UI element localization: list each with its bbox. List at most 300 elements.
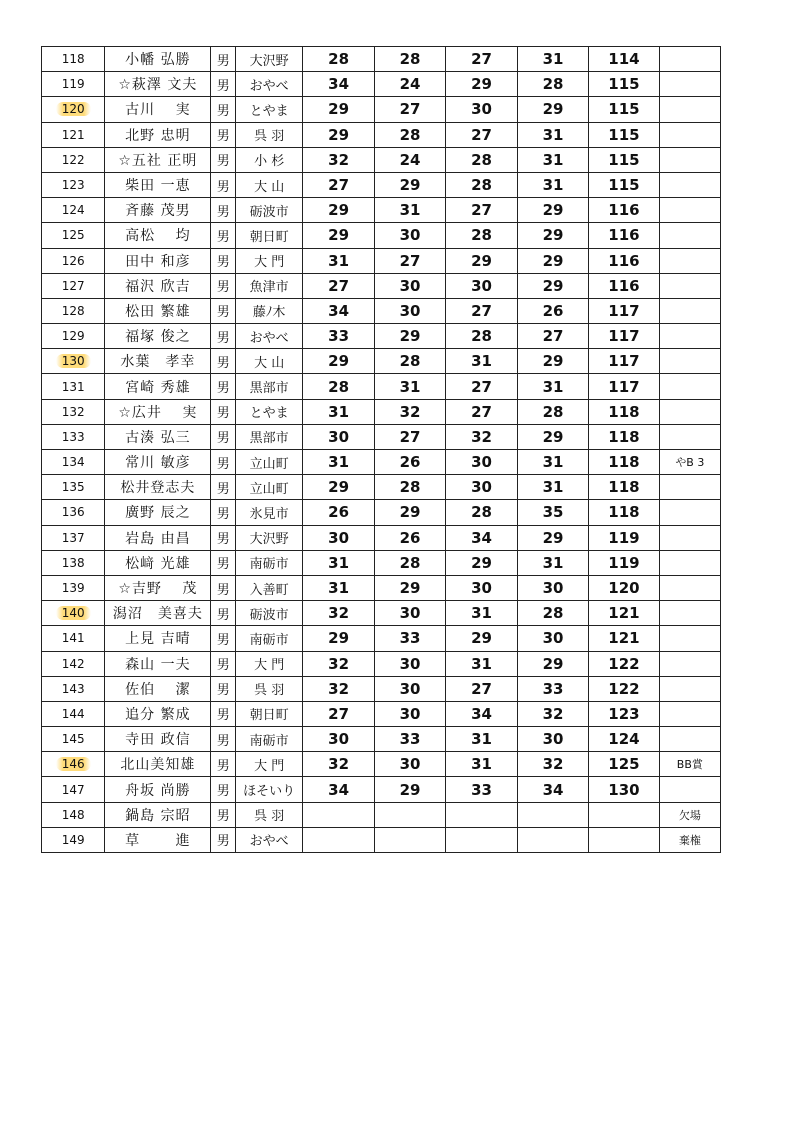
total-score: 121 — [589, 601, 659, 626]
club-cell: 大沢野 — [235, 47, 302, 72]
round-score: 28 — [446, 147, 517, 172]
round-score: 31 — [517, 374, 588, 399]
sex-cell: 男 — [211, 374, 236, 399]
round-score: 30 — [303, 727, 374, 752]
note-cell — [659, 122, 720, 147]
results-sheet — [41, 46, 721, 853]
round-score: 31 — [446, 349, 517, 374]
round-score: 33 — [303, 324, 374, 349]
round-score — [303, 827, 374, 852]
round-score: 30 — [374, 601, 445, 626]
table-row — [42, 676, 721, 701]
results-table — [41, 46, 721, 853]
note-cell: 欠場 — [659, 802, 720, 827]
round-score — [374, 827, 445, 852]
player-name: 水葉 孝幸 — [105, 349, 211, 374]
table-row — [42, 374, 721, 399]
club-cell: 呉 羽 — [235, 676, 302, 701]
table-row — [42, 802, 721, 827]
table-row — [42, 298, 721, 323]
round-score: 31 — [517, 147, 588, 172]
round-score: 24 — [374, 72, 445, 97]
club-cell: 呉 羽 — [235, 802, 302, 827]
club-cell: 朝日町 — [235, 223, 302, 248]
player-name: 古川 実 — [105, 97, 211, 122]
rank-cell: 149 — [42, 827, 105, 852]
round-score: 31 — [517, 450, 588, 475]
note-cell — [659, 172, 720, 197]
total-score: 122 — [589, 676, 659, 701]
club-cell: 呉 羽 — [235, 122, 302, 147]
total-score: 117 — [589, 298, 659, 323]
table-row — [42, 575, 721, 600]
total-score: 125 — [589, 752, 659, 777]
player-name: 岩島 由昌 — [105, 525, 211, 550]
note-cell — [659, 223, 720, 248]
club-cell: ほそいり — [235, 777, 302, 802]
player-name: ☆吉野 茂 — [105, 575, 211, 600]
round-score: 30 — [374, 676, 445, 701]
round-score: 29 — [374, 500, 445, 525]
club-cell: 南砺市 — [235, 626, 302, 651]
round-score: 28 — [446, 324, 517, 349]
total-score: 130 — [589, 777, 659, 802]
table-row — [42, 500, 721, 525]
round-score: 27 — [303, 701, 374, 726]
table-row — [42, 72, 721, 97]
round-score: 27 — [374, 424, 445, 449]
player-name: 北山美知雄 — [105, 752, 211, 777]
note-cell — [659, 399, 720, 424]
sex-cell: 男 — [211, 399, 236, 424]
round-score: 29 — [446, 72, 517, 97]
round-score: 29 — [303, 475, 374, 500]
note-cell: BB賞 — [659, 752, 720, 777]
round-score: 27 — [517, 324, 588, 349]
player-name: 田中 和彦 — [105, 248, 211, 273]
total-score: 123 — [589, 701, 659, 726]
note-cell — [659, 676, 720, 701]
player-name: 追分 繁成 — [105, 701, 211, 726]
sex-cell: 男 — [211, 802, 236, 827]
round-score: 26 — [303, 500, 374, 525]
table-row — [42, 752, 721, 777]
player-name: 寺田 政信 — [105, 727, 211, 752]
rank-highlight: 120 — [56, 102, 91, 116]
rank-cell — [42, 97, 105, 122]
sex-cell: 男 — [211, 424, 236, 449]
note-cell — [659, 550, 720, 575]
table-row — [42, 601, 721, 626]
note-cell — [659, 298, 720, 323]
club-cell: おやべ — [235, 827, 302, 852]
round-score: 30 — [374, 651, 445, 676]
rank-cell: 147 — [42, 777, 105, 802]
round-score: 29 — [303, 223, 374, 248]
table-row — [42, 47, 721, 72]
player-name: 舟坂 尚勝 — [105, 777, 211, 802]
sex-cell: 男 — [211, 47, 236, 72]
round-score: 31 — [517, 122, 588, 147]
table-row — [42, 525, 721, 550]
player-name: 古湊 弘三 — [105, 424, 211, 449]
round-score — [303, 802, 374, 827]
rank-cell: 127 — [42, 273, 105, 298]
round-score: 27 — [303, 273, 374, 298]
player-name: 福塚 俊之 — [105, 324, 211, 349]
total-score: 118 — [589, 450, 659, 475]
round-score: 34 — [303, 298, 374, 323]
round-score: 30 — [374, 273, 445, 298]
player-name: 松井登志夫 — [105, 475, 211, 500]
rank-cell: 143 — [42, 676, 105, 701]
round-score: 35 — [517, 500, 588, 525]
rank-cell: 144 — [42, 701, 105, 726]
club-cell: 大 山 — [235, 172, 302, 197]
round-score: 34 — [303, 777, 374, 802]
sex-cell: 男 — [211, 450, 236, 475]
club-cell: 砺波市 — [235, 601, 302, 626]
round-score: 29 — [517, 349, 588, 374]
round-score: 28 — [446, 500, 517, 525]
sex-cell: 男 — [211, 97, 236, 122]
table-row — [42, 727, 721, 752]
round-score: 29 — [517, 424, 588, 449]
note-cell — [659, 374, 720, 399]
club-cell: 南砺市 — [235, 550, 302, 575]
player-name: ☆五社 正明 — [105, 147, 211, 172]
total-score: 116 — [589, 273, 659, 298]
sex-cell: 男 — [211, 727, 236, 752]
note-cell — [659, 575, 720, 600]
table-row — [42, 424, 721, 449]
note-cell — [659, 475, 720, 500]
note-cell — [659, 147, 720, 172]
sex-cell: 男 — [211, 248, 236, 273]
club-cell: 小 杉 — [235, 147, 302, 172]
club-cell: 大 門 — [235, 651, 302, 676]
club-cell: 砺波市 — [235, 198, 302, 223]
round-score: 31 — [303, 248, 374, 273]
note-cell — [659, 701, 720, 726]
round-score: 30 — [446, 475, 517, 500]
total-score: 116 — [589, 223, 659, 248]
round-score: 31 — [303, 550, 374, 575]
club-cell: おやべ — [235, 324, 302, 349]
club-cell: 黒部市 — [235, 424, 302, 449]
note-cell — [659, 424, 720, 449]
round-score: 31 — [517, 47, 588, 72]
table-row — [42, 475, 721, 500]
round-score: 27 — [446, 198, 517, 223]
player-name: 柴田 一恵 — [105, 172, 211, 197]
note-cell — [659, 349, 720, 374]
round-score: 29 — [303, 349, 374, 374]
round-score: 26 — [517, 298, 588, 323]
round-score: 30 — [517, 626, 588, 651]
club-cell: 南砺市 — [235, 727, 302, 752]
rank-cell: 121 — [42, 122, 105, 147]
player-name: 松田 繁雄 — [105, 298, 211, 323]
rank-cell: 134 — [42, 450, 105, 475]
table-row — [42, 172, 721, 197]
total-score: 120 — [589, 575, 659, 600]
rank-cell: 138 — [42, 550, 105, 575]
rank-highlight: 130 — [56, 354, 91, 368]
round-score — [517, 802, 588, 827]
player-name: 佐伯 潔 — [105, 676, 211, 701]
round-score: 30 — [303, 424, 374, 449]
sex-cell: 男 — [211, 626, 236, 651]
round-score: 28 — [303, 374, 374, 399]
rank-cell — [42, 349, 105, 374]
sex-cell: 男 — [211, 273, 236, 298]
table-row — [42, 248, 721, 273]
sex-cell: 男 — [211, 777, 236, 802]
round-score: 32 — [446, 424, 517, 449]
rank-cell: 123 — [42, 172, 105, 197]
rank-cell: 145 — [42, 727, 105, 752]
sex-cell: 男 — [211, 147, 236, 172]
player-name: 潟沼 美喜夫 — [105, 601, 211, 626]
round-score: 31 — [303, 575, 374, 600]
round-score: 27 — [446, 298, 517, 323]
club-cell: 入善町 — [235, 575, 302, 600]
club-cell: 氷見市 — [235, 500, 302, 525]
round-score: 29 — [517, 198, 588, 223]
rank-cell: 131 — [42, 374, 105, 399]
note-cell — [659, 324, 720, 349]
results-rows — [42, 47, 721, 853]
rank-cell: 122 — [42, 147, 105, 172]
round-score: 28 — [374, 550, 445, 575]
table-row — [42, 223, 721, 248]
rank-cell: 118 — [42, 47, 105, 72]
note-cell: やB 3 — [659, 450, 720, 475]
total-score: 121 — [589, 626, 659, 651]
round-score: 31 — [374, 374, 445, 399]
sex-cell: 男 — [211, 676, 236, 701]
table-row — [42, 450, 721, 475]
round-score: 29 — [446, 626, 517, 651]
round-score: 30 — [517, 575, 588, 600]
table-row — [42, 550, 721, 575]
round-score: 27 — [446, 122, 517, 147]
table-row — [42, 651, 721, 676]
round-score: 29 — [517, 97, 588, 122]
club-cell: 大 門 — [235, 248, 302, 273]
round-score: 32 — [303, 601, 374, 626]
table-row — [42, 701, 721, 726]
round-score: 27 — [446, 374, 517, 399]
note-cell — [659, 97, 720, 122]
round-score — [446, 827, 517, 852]
round-score: 28 — [446, 172, 517, 197]
club-cell: おやべ — [235, 72, 302, 97]
round-score: 30 — [303, 525, 374, 550]
round-score: 32 — [517, 752, 588, 777]
round-score: 31 — [303, 450, 374, 475]
round-score: 28 — [374, 349, 445, 374]
note-cell — [659, 198, 720, 223]
note-cell — [659, 651, 720, 676]
total-score: 118 — [589, 500, 659, 525]
round-score: 28 — [303, 47, 374, 72]
rank-cell: 125 — [42, 223, 105, 248]
round-score: 33 — [374, 626, 445, 651]
round-score: 31 — [446, 727, 517, 752]
round-score — [446, 802, 517, 827]
sex-cell: 男 — [211, 827, 236, 852]
note-cell — [659, 626, 720, 651]
rank-cell: 142 — [42, 651, 105, 676]
player-name: 上見 吉晴 — [105, 626, 211, 651]
rank-cell: 126 — [42, 248, 105, 273]
total-score: 115 — [589, 122, 659, 147]
round-score: 33 — [374, 727, 445, 752]
table-row — [42, 626, 721, 651]
club-cell: とやま — [235, 97, 302, 122]
total-score: 116 — [589, 198, 659, 223]
club-cell: 藤ﾉ木 — [235, 298, 302, 323]
round-score: 30 — [374, 223, 445, 248]
sex-cell: 男 — [211, 324, 236, 349]
player-name: 北野 忠明 — [105, 122, 211, 147]
round-score: 31 — [446, 601, 517, 626]
round-score — [374, 802, 445, 827]
round-score: 29 — [374, 575, 445, 600]
round-score: 32 — [517, 701, 588, 726]
rank-highlight: 146 — [56, 757, 91, 771]
sex-cell: 男 — [211, 651, 236, 676]
table-row — [42, 147, 721, 172]
sex-cell: 男 — [211, 198, 236, 223]
round-score: 29 — [446, 248, 517, 273]
note-cell — [659, 47, 720, 72]
rank-cell — [42, 752, 105, 777]
round-score: 31 — [446, 651, 517, 676]
sex-cell: 男 — [211, 752, 236, 777]
player-name: 鍋島 宗昭 — [105, 802, 211, 827]
rank-cell: 129 — [42, 324, 105, 349]
round-score: 34 — [303, 72, 374, 97]
table-row — [42, 273, 721, 298]
round-score: 28 — [446, 223, 517, 248]
sex-cell: 男 — [211, 575, 236, 600]
round-score: 31 — [303, 399, 374, 424]
table-row — [42, 349, 721, 374]
round-score: 27 — [374, 97, 445, 122]
round-score: 31 — [374, 198, 445, 223]
round-score: 30 — [374, 298, 445, 323]
round-score: 32 — [303, 676, 374, 701]
round-score: 31 — [446, 752, 517, 777]
total-score: 115 — [589, 97, 659, 122]
rank-cell: 128 — [42, 298, 105, 323]
total-score: 115 — [589, 172, 659, 197]
sex-cell: 男 — [211, 475, 236, 500]
round-score: 32 — [303, 147, 374, 172]
sex-cell: 男 — [211, 701, 236, 726]
total-score: 115 — [589, 147, 659, 172]
total-score: 118 — [589, 399, 659, 424]
rank-cell: 133 — [42, 424, 105, 449]
sex-cell: 男 — [211, 223, 236, 248]
player-name: 森山 一夫 — [105, 651, 211, 676]
note-cell — [659, 72, 720, 97]
total-score — [589, 827, 659, 852]
club-cell: 立山町 — [235, 475, 302, 500]
player-name: ☆萩澤 文夫 — [105, 72, 211, 97]
rank-cell: 137 — [42, 525, 105, 550]
total-score: 122 — [589, 651, 659, 676]
total-score: 119 — [589, 550, 659, 575]
rank-cell — [42, 601, 105, 626]
note-cell: 棄権 — [659, 827, 720, 852]
round-score: 28 — [517, 399, 588, 424]
round-score: 27 — [446, 399, 517, 424]
club-cell: 大 門 — [235, 752, 302, 777]
round-score: 30 — [446, 97, 517, 122]
player-name: 福沢 欣吉 — [105, 273, 211, 298]
total-score: 117 — [589, 349, 659, 374]
player-name: 高松 均 — [105, 223, 211, 248]
round-score: 30 — [374, 752, 445, 777]
round-score: 26 — [374, 450, 445, 475]
rank-cell: 139 — [42, 575, 105, 600]
round-score: 29 — [303, 122, 374, 147]
total-score — [589, 802, 659, 827]
note-cell — [659, 273, 720, 298]
note-cell — [659, 601, 720, 626]
round-score: 29 — [374, 172, 445, 197]
sex-cell: 男 — [211, 525, 236, 550]
rank-cell: 135 — [42, 475, 105, 500]
note-cell — [659, 248, 720, 273]
round-score: 29 — [517, 651, 588, 676]
total-score: 118 — [589, 424, 659, 449]
total-score: 124 — [589, 727, 659, 752]
round-score: 29 — [303, 626, 374, 651]
round-score: 31 — [517, 550, 588, 575]
sex-cell: 男 — [211, 601, 236, 626]
player-name: 小幡 弘勝 — [105, 47, 211, 72]
round-score: 30 — [517, 727, 588, 752]
total-score: 115 — [589, 72, 659, 97]
player-name: ☆広井 実 — [105, 399, 211, 424]
round-score: 27 — [446, 676, 517, 701]
club-cell: 立山町 — [235, 450, 302, 475]
sex-cell: 男 — [211, 550, 236, 575]
round-score: 27 — [446, 47, 517, 72]
round-score: 29 — [517, 273, 588, 298]
sex-cell: 男 — [211, 500, 236, 525]
round-score: 34 — [517, 777, 588, 802]
round-score: 32 — [374, 399, 445, 424]
round-score: 33 — [517, 676, 588, 701]
round-score: 31 — [517, 475, 588, 500]
round-score: 29 — [517, 248, 588, 273]
total-score: 116 — [589, 248, 659, 273]
club-cell: 魚津市 — [235, 273, 302, 298]
rank-highlight: 140 — [56, 606, 91, 620]
total-score: 117 — [589, 324, 659, 349]
round-score: 29 — [446, 550, 517, 575]
table-row — [42, 324, 721, 349]
table-row — [42, 122, 721, 147]
note-cell — [659, 500, 720, 525]
round-score: 28 — [517, 601, 588, 626]
